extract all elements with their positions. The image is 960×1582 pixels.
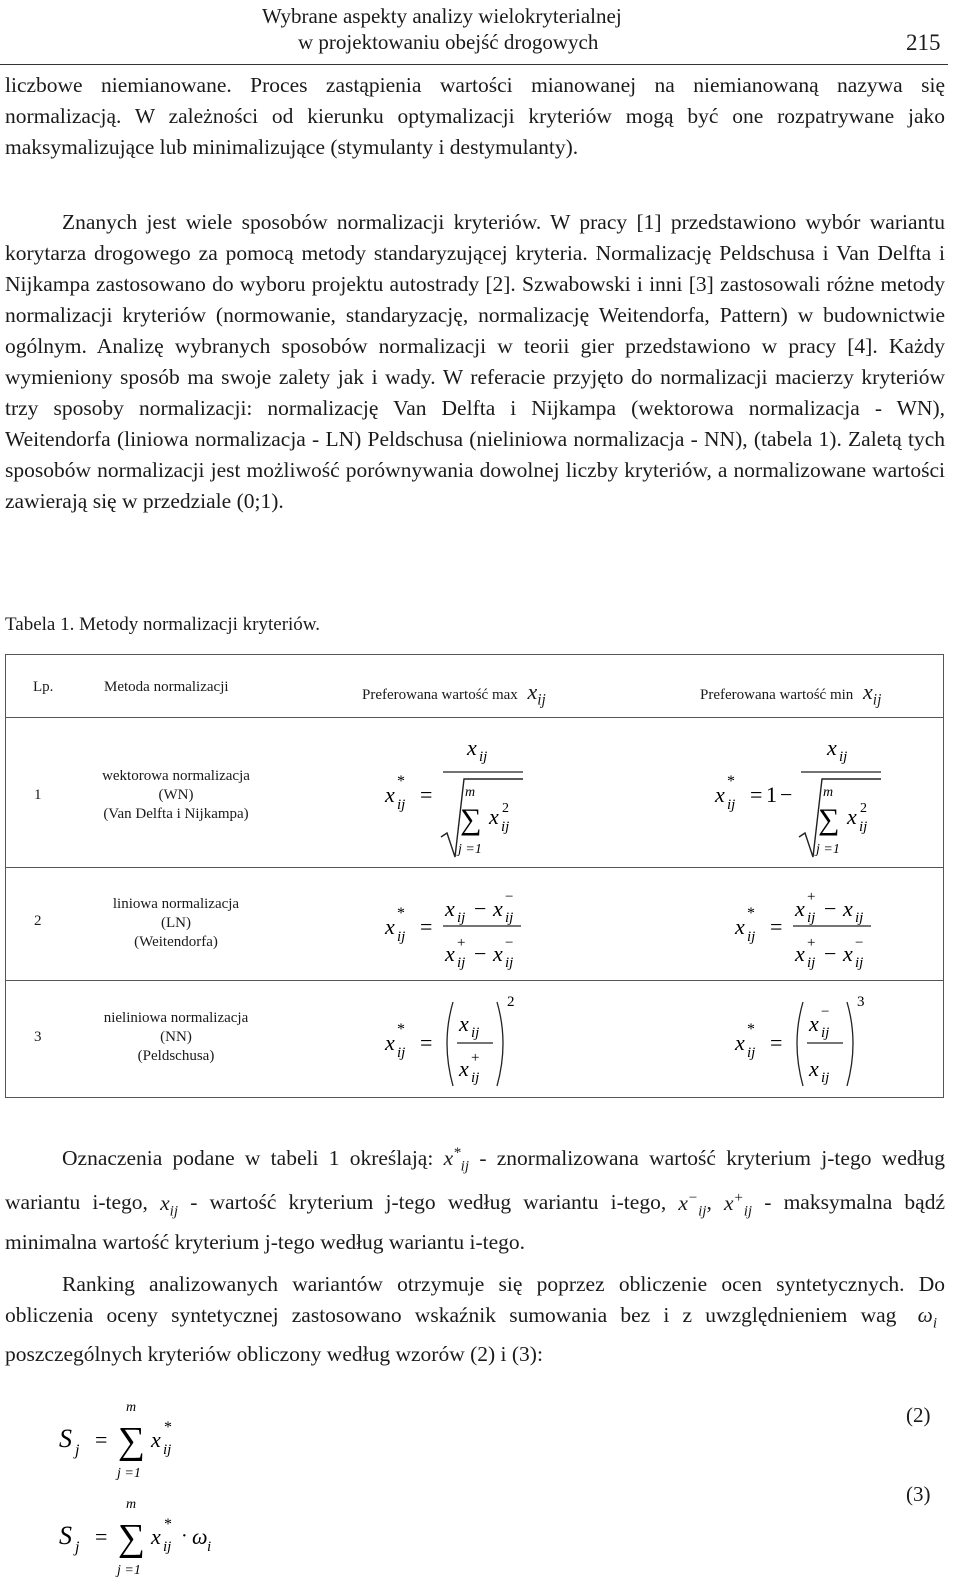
running-title-line-2: w projektowaniu obejść drogowych [298,30,599,54]
sym-x-minus-ij [678,1189,707,1219]
f-x: x [489,804,499,829]
row-3-method-abbr: (NN) [160,1029,192,1045]
sym-ij: ij [537,691,546,709]
sym-x-star-ij [443,1145,470,1175]
e-x: x [151,1427,161,1452]
table-rule [6,867,943,868]
row-2-method-name: liniowa normalizacja [112,896,240,912]
f-m: m [465,785,476,800]
f-ij: ij [855,910,864,926]
e-j: j [75,1539,80,1556]
header-pref-min-label: Preferowana wartość min [700,687,854,703]
e-eq: = [95,1524,108,1549]
notation-intro: Oznaczenia podane w tabeli 1 określają: [62,1146,434,1171]
f-ij: ij [747,929,756,945]
f-plus-sup: + [807,935,816,951]
f-x: x [459,1011,469,1036]
sym-ij: ij [743,1202,753,1219]
equation-3-number: (3) [906,1482,931,1506]
f-minus-sup: − [855,935,864,951]
row-2-method-abbr: (LN) [161,915,191,931]
ranking-text-b: poszczególnych kryteriów obliczony według wzorów (2) i (3): [5,1342,543,1367]
row-1-method [76,767,276,824]
header-method: Metoda normalizacji [104,679,229,695]
page-number: 215 [906,30,941,55]
e-m: m [126,1497,137,1512]
ranking-text-a: Ranking analizowanych wariantów otrzymuje się poprzez obliczenie ocen syntetycznych. Do obliczenia oceny syntetycznej zastosowano wskaźnik sumowania bez i z uwzględnieniem wag [5,1272,945,1327]
sym-i: i [932,1315,937,1332]
f-minus-sup: − [821,1004,830,1020]
f-sqrt [799,779,881,857]
running-title-line-1: Wybrane aspekty analizy wielokryterialnej [262,4,622,28]
sym-minus: − [687,1189,699,1206]
f-ij: ij [505,910,514,926]
f-m: m [823,785,834,800]
e-ij: ij [163,1442,172,1458]
sym-ij: ij [872,691,882,709]
f-j1: j =1 [458,842,482,857]
table-rule [6,980,943,981]
sym-omega: ω [917,1303,933,1327]
row-2-lp: 2 [34,913,42,929]
f-ij: ij [397,797,406,813]
f-sum: ∑ [460,803,482,836]
notation-value: - wartość kryterium j-tego według wariantu i-tego, [190,1190,667,1215]
e-S: S [59,1521,72,1550]
f-exp-2: 2 [507,994,515,1010]
running-header [0,0,960,62]
e-i: i [207,1539,212,1555]
f-minus: − [474,896,487,921]
f-plus-sup: + [471,1050,480,1066]
equation-2-number: (2) [906,1403,931,1427]
f-minus-sup: − [505,889,514,905]
f-paren-left [797,1002,803,1086]
table-rule [6,717,943,718]
e-sum: ∑ [118,1420,146,1462]
f-x: x [827,735,837,760]
row-3-lp: 3 [34,1029,42,1045]
sym-ij: ij [169,1202,179,1219]
row-2-method-author: (Weitendorfa) [134,934,218,950]
f-j1: j =1 [816,842,840,857]
f-plus-sup: + [807,889,816,905]
formula-nn-max [371,988,541,1093]
row-3-method-name: nieliniowa normalizacja [103,1010,249,1026]
f-eq: = [770,1030,783,1055]
f-ij: ij [821,1025,830,1041]
e-sum: ∑ [118,1517,146,1559]
f-exp-3: 3 [857,994,865,1010]
f-minus: − [780,782,793,807]
f-x: x [385,782,395,807]
f-ij: ij [457,955,466,971]
header-lp: Lp. [33,679,54,695]
paragraph-2: Znanych jest wiele sposobów normalizacji kryteriów. W pracy [1] przedstawiono wybór wariantu korytarza drogowego za pomocą metody standaryzującej kryteria. Normalizację Peldschusa i Van Delfta i Nijkampa zastosowano do wyboru projektu autostrady [2]. Szwabowski i inni [3] zastosowali różne metody normalizacji kryteriów (normowanie, standaryzację, normalizację Weitendorfa, Pattern) w budownictwie ogólnym. Analizę wybranych sposobów normalizacji w teorii gier przedstawiono w pracy [4]. Każdy wymieniony sposób ma swoje zalety jak i wady. W referacie przyjęto do normalizacji macierzy kryteriów trzy sposoby normalizacji: normalizację Van Delfta i Nijkampa (wektorowa normalizacja - WN), Weitendorfa (liniowa normalizacja - LN) Peldschusa (nieliniowa normalizacja - NN), (tabela 1). Zaletą tych sposobów normalizacji jest możliwość porównywania dowolnej liczby kryteriów, a normalizowane wartości zawierają się w przedziale (0;1). [5,210,945,513]
row-1-method-author: (Van Delfta i Nijkampa) [103,806,249,822]
e-dot: · [181,1525,188,1547]
f-x: x [843,896,853,921]
e-eq: = [95,1427,108,1452]
notation-extremes: - maksymalna bądź minimalna wartość kryterium j-tego według wariantu i-tego. [5,1190,945,1254]
f-plus-sup: + [457,935,466,951]
f-x: x [467,735,477,760]
f-ij: ij [747,1045,756,1061]
f-paren-right [847,1002,853,1086]
e-S: S [59,1424,72,1453]
f-star: * [747,1021,755,1038]
sym-star: * [453,1145,461,1161]
f-star: * [727,773,735,790]
sym-x: x [724,1190,734,1215]
f-ij: ij [807,910,816,926]
f-ij: ij [457,910,466,926]
header-rule [0,64,948,65]
f-ij: ij [501,819,510,835]
header-pref-min [700,679,881,709]
equation-3 [55,1492,285,1580]
row-3-method [76,1009,276,1066]
e-j1: j =1 [117,1563,141,1578]
f-eq: = [420,1030,433,1055]
f-ij: ij [471,1025,480,1041]
f-eq: = [750,782,763,807]
formula-nn-min [721,988,891,1093]
sym-omega-i [917,1303,937,1332]
f-ij: ij [397,929,406,945]
f-x: x [385,914,395,939]
e-ij: ij [163,1539,172,1555]
f-star: * [397,905,405,922]
f-x: x [715,782,725,807]
header-pref-min-symbol [863,679,882,709]
equation-2 [55,1395,235,1480]
f-minus-sup: − [505,935,514,951]
paragraph-notation: Oznaczenia podane w tabeli 1 określają: $x^*_{ij}$ - znormalizowana wartość kryterium j-tego według wariantu i-tego, $x_{ij}$ - wartość kryterium j-tego według wariantu i-tego, $x^-_{ij}$, $x^+_{ij}$ - maksymalna bądź minimalna wartość kryterium j-tego według wariantu i-tego. [5,1145,946,1254]
f-x: x [795,941,805,966]
sym-ij: ij [460,1158,470,1175]
formula-wn-min [701,733,886,863]
f-x: x [385,1030,395,1055]
e-omega: ω [192,1524,208,1549]
f-ij: ij [807,955,816,971]
f-ij: ij [859,819,868,835]
formula-ln-min [721,877,891,977]
f-x: x [795,896,805,921]
f-minus: − [474,941,487,966]
sym-x: x [863,679,873,704]
sym-x: x [527,679,538,704]
f-ij: ij [821,1070,830,1086]
header-pref-max-symbol [527,679,546,709]
f-minus: − [824,896,837,921]
sym-x: x [160,1190,170,1215]
f-eq: = [420,782,433,807]
f-ij: ij [505,955,514,971]
f-star: * [747,905,755,922]
f-x: x [809,1011,819,1036]
f-x: x [493,941,503,966]
paragraph-ranking [5,1269,945,1370]
row-2-method [76,895,276,952]
f-ij: ij [471,1070,480,1086]
e-x: x [151,1524,161,1549]
f-ij: ij [397,1045,406,1061]
f-ij: ij [727,797,736,813]
f-paren-right [497,1002,503,1086]
f-x: x [445,896,455,921]
sym-x-ij [160,1190,179,1219]
f-two: 2 [860,801,867,816]
formula-ln-max [371,877,541,977]
header-pref-max-label: Preferowana wartość max [362,687,518,703]
row-1-lp: 1 [34,787,42,803]
row-1-method-abbr: (WN) [158,787,194,803]
sym-plus: + [733,1189,744,1206]
f-eq: = [770,914,783,939]
f-x: x [847,804,857,829]
sym-x: x [443,1146,454,1171]
e-m: m [126,1400,137,1415]
e-j: j [75,1442,80,1459]
notation-normalized: - znormalizowana wartość kryterium j-tego według wariantu i-tego, [5,1146,946,1215]
f-ij: ij [855,955,864,971]
f-eq: = [420,914,433,939]
f-ij: ij [839,749,848,765]
f-minus: − [824,941,837,966]
e-star: * [164,1419,172,1436]
f-sum: ∑ [818,803,840,836]
normalization-table [5,654,944,1098]
e-j1: j =1 [117,1466,141,1480]
f-x: x [809,1056,819,1081]
table-caption: Tabela 1. Metody normalizacji kryteriów. [5,614,321,635]
f-star: * [397,1021,405,1038]
f-x: x [459,1056,469,1081]
f-one: 1 [766,782,777,807]
sym-ij: ij [698,1202,707,1219]
f-star: * [397,773,405,790]
f-two: 2 [502,801,509,816]
f-sqrt [441,779,523,857]
f-x: x [493,896,503,921]
paragraph-1: liczbowe niemianowane. Proces zastąpienia wartości mianowanej na niemianowaną nazywa się normalizacją. W zależności od kierunku optymalizacji kryteriów mogą być one rozpatrywane jako maksymalizujące lub minimalizujące (stymulanty i destymulanty). [5,73,945,159]
formula-wn-max [371,733,531,863]
f-x: x [735,914,745,939]
sym-x: x [678,1190,688,1215]
row-3-method-author: (Peldschusa) [137,1048,215,1064]
sym-x-plus-ij [724,1189,753,1219]
f-x: x [843,941,853,966]
row-1-method-name: wektorowa normalizacja [102,768,250,784]
f-paren-left [447,1002,453,1086]
f-ij: ij [479,749,488,765]
f-x: x [445,941,455,966]
f-x: x [735,1030,745,1055]
e-star: * [164,1516,172,1533]
header-pref-max [362,679,546,709]
